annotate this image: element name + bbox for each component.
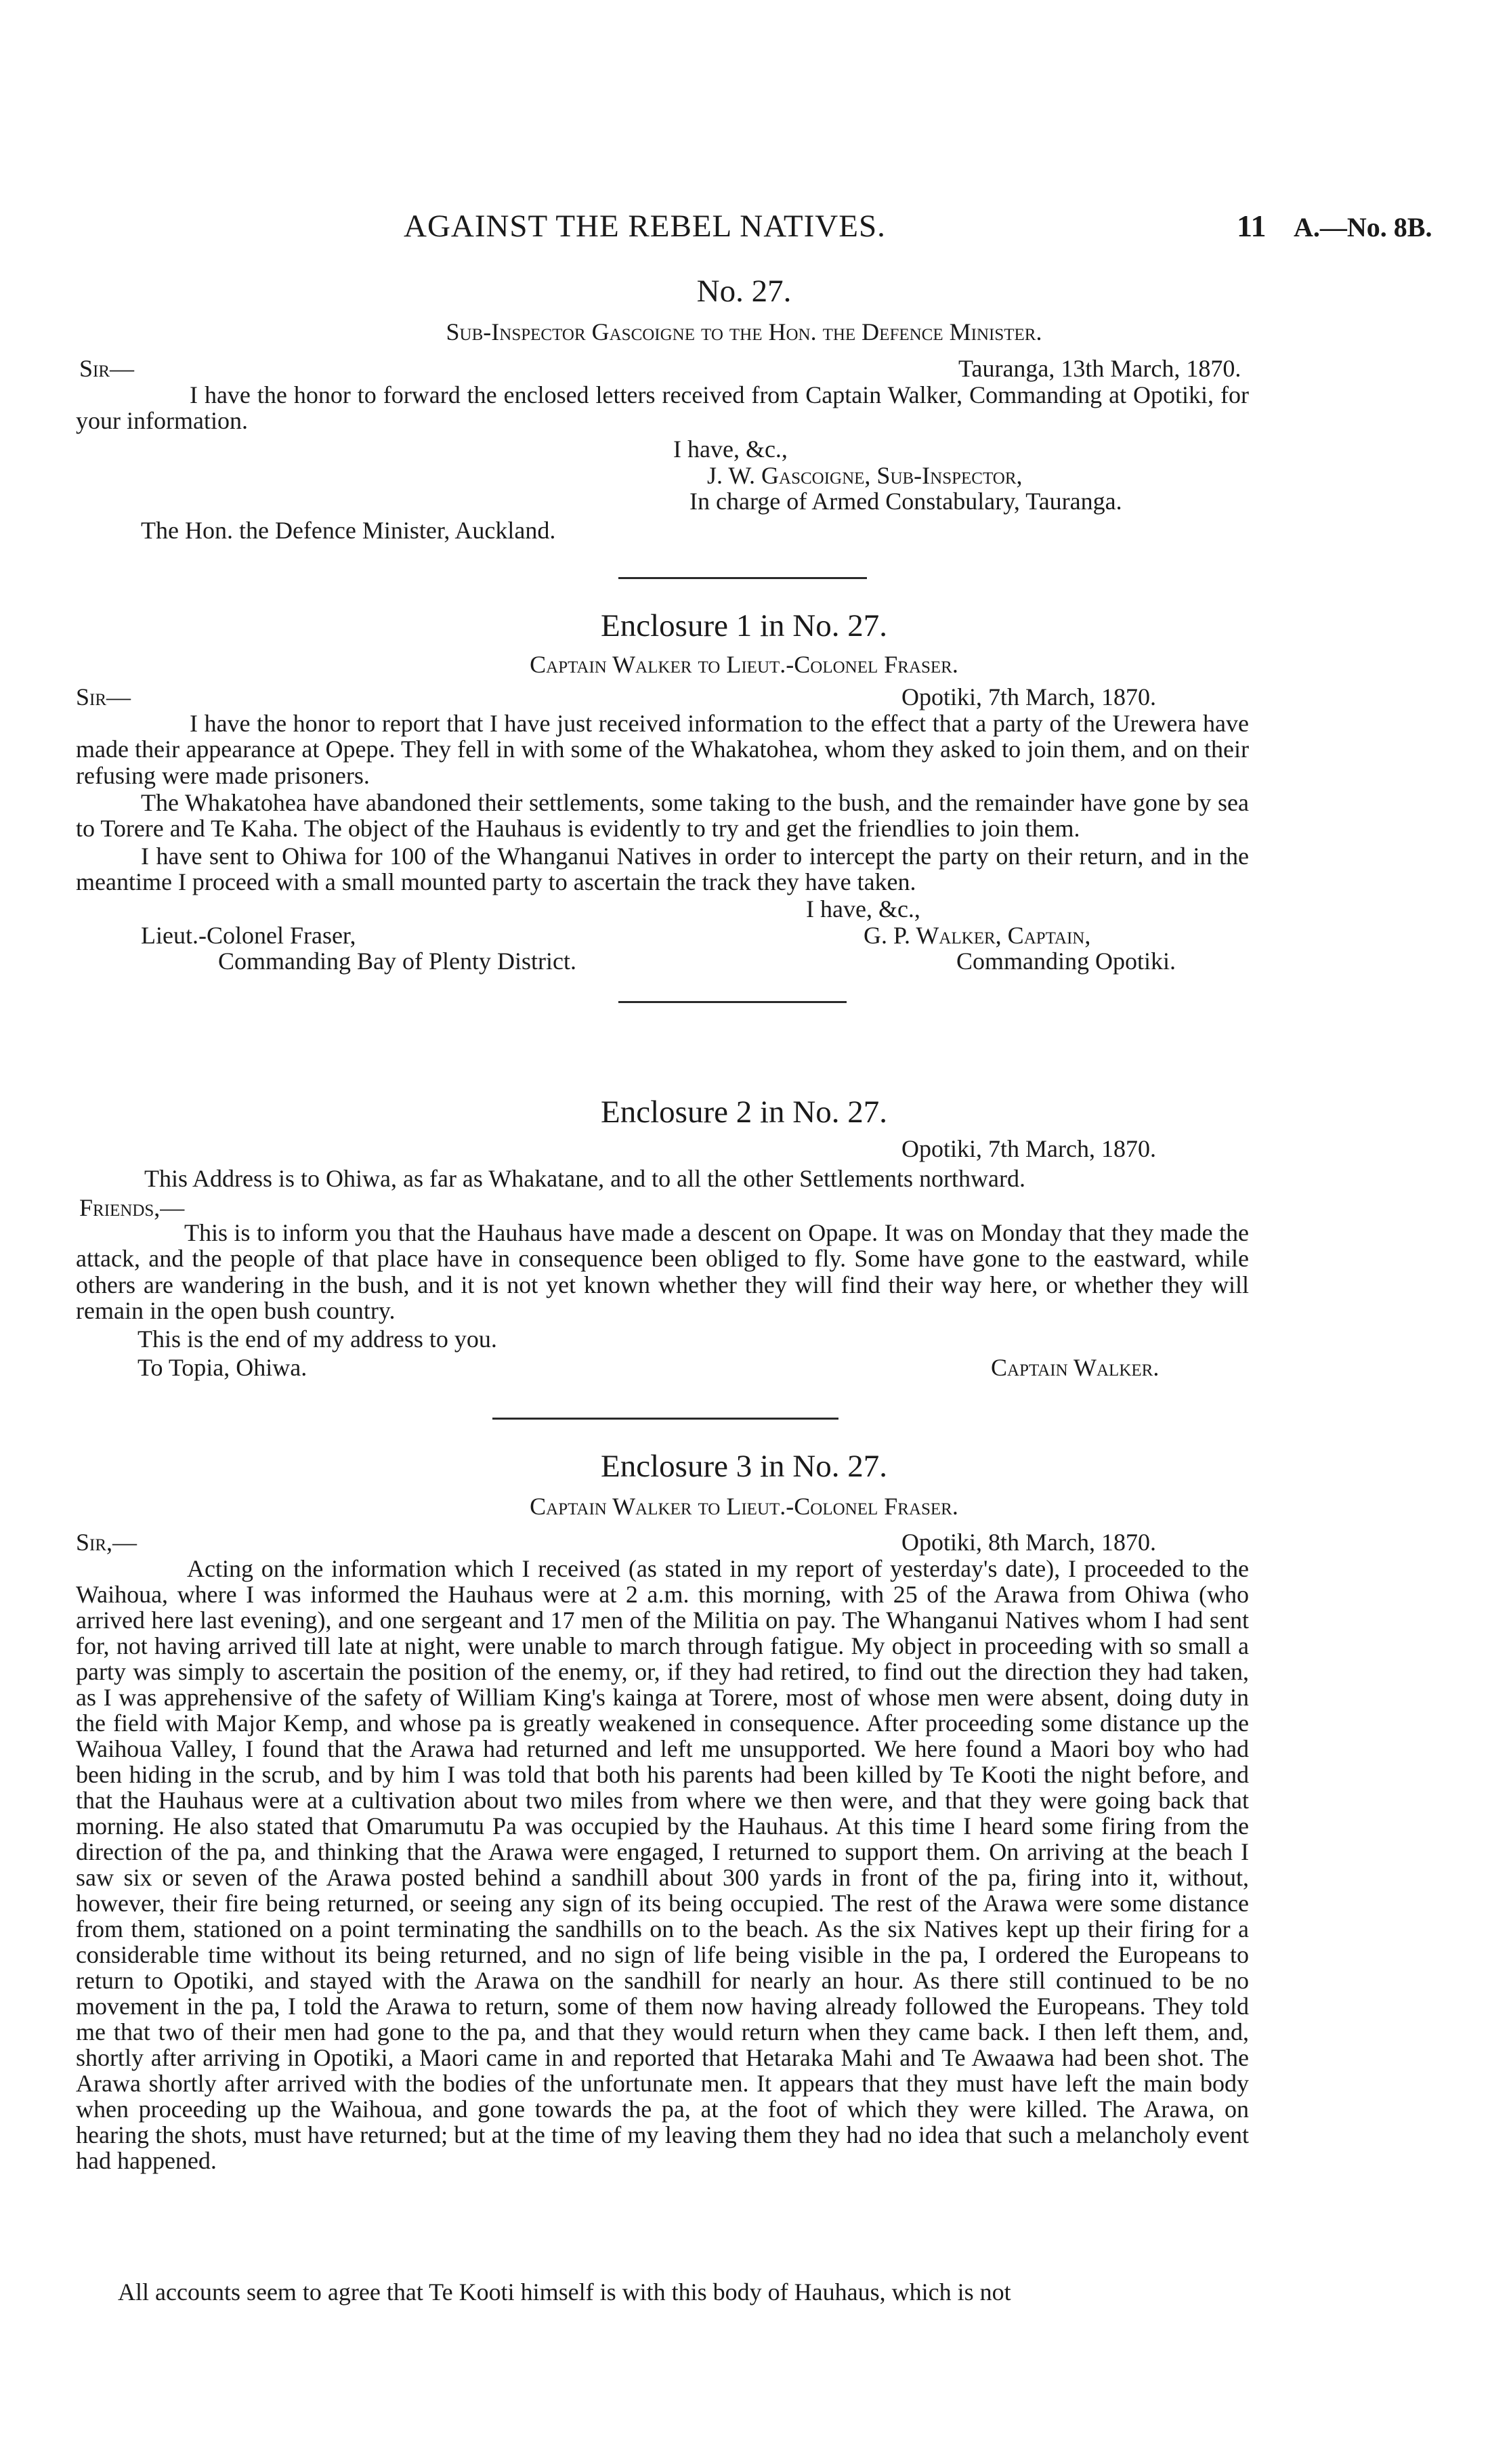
- enc1-salutation: Sir—: [76, 683, 131, 710]
- no27-signature-title: In charge of Armed Constabulary, Tauranga.: [689, 488, 1122, 515]
- no27-salutation: Sir—: [79, 355, 135, 382]
- enc1-paragraph: I have the honor to report that I have just received information to the effect that a party of the Urewera have made their appearance at Opepe. They fell in with some of the Whakatohea, whom they asked to join them, and on their refusing were made prisoners.: [76, 710, 1249, 789]
- enc1-closing: I have, &c.,: [806, 895, 920, 922]
- no27-closing: I have, &c.,: [673, 436, 788, 463]
- running-title: AGAINST THE REBEL NATIVES.: [404, 209, 886, 244]
- enc1-signature-title: Commanding Opotiki.: [956, 948, 1176, 975]
- enc3-paragraph: Acting on the information which I received (as stated in my report of yesterday's date), I proceeded to the Waihoua, where I was informed the Hauhaus were at 2 a.m. this morning, with 25 of the Arawa from Ohiwa (who arrived here last evening), and one sergeant and 17 men of the Militia on pay. The Whanganui Natives whom I had sent for, not having arrived till late at night, were unable to march through fatigue. My object in proceeding with so small a party was simply to ascertain the position of the enemy, or, if they had retired, to find out the direction they had taken, as I was apprehensive of the safety of William King's kainga at Torere, most of whose men were absent, doing duty in the field with Major Kemp, and whose pa is greatly weakened in consequence. After proceeding some distance up the Waihoua Valley, I found that the Arawa had returned and left me unsupported. We here found a Maori boy who had been hiding in the scrub, and by him I was told that both his parents had been killed by Te Kooti the night before, and that the Hauhaus were at a cultivation about two miles from where we then were, and that they were going back that morning. He also stated that Omarumutu Pa was occupied by the Hauhaus. At this time I heard some firing from the direction of the pa, and thinking that the Arawa were engaged, I returned to support them. On arriving at the beach I saw six or seven of the Arawa posted behind a sandhill about 300 yards in front of the pa, firing into it, without, however, their fire being returned, or seeing any sign of its being occupied. The rest of the Arawa were some distance from them, stationed on a point terminating the sandhills on to the beach. As the six Natives kept up their firing for a considerable time without its being returned, and no sign of life being visible in the pa, I ordered the Europeans to return to Opotiki, and stayed with the Arawa on the sandhill for nearly an hour. As there still continued to be no movement in the pa, I told the Arawa to return, some of them now having already followed the Europeans. They told me that two of their men had gone to the pa, and that they would return when they came back. I then left them, and, shortly after arriving in Opotiki, a Maori came in and reported that Hetaraka Mahi and Te Awaawa had been shot. The Arawa shortly after arrived with the bodies of the unfortunate men. It appears that they must have left the main body when proceeding up the Waihoua, and gone towards the pa, at the foot of which they were killed. The Arawa, on hearing the shots, must have returned; but at the time of my leaving them they had no idea that such a melancholy event had happened.: [76, 1555, 1249, 2174]
- no27-addressee: The Hon. the Defence Minister, Auckland.: [141, 517, 556, 544]
- section-divider: [492, 1418, 838, 1420]
- document-code: A.—No. 8B.: [1294, 212, 1432, 242]
- enc1-heading: Enclosure 1 in No. 27.: [601, 608, 887, 643]
- enc3-heading: Enclosure 3 in No. 27.: [601, 1449, 887, 1484]
- enc3-place-date: Opotiki, 8th March, 1870.: [901, 1529, 1156, 1556]
- no27-signature: J. W. Gascoigne, Sub-Inspector,: [707, 462, 1023, 489]
- no27-place-date: Tauranga, 13th March, 1870.: [958, 355, 1241, 382]
- enc1-addressee-command: Commanding Bay of Plenty District.: [218, 948, 576, 975]
- enc1-place-date: Opotiki, 7th March, 1870.: [901, 683, 1156, 710]
- enc1-paragraph: I have sent to Ohiwa for 100 of the Whanganui Natives in order to intercept the party on their return, and in the meantime I proceed with a small mounted party to ascertain the track they have taken.: [76, 843, 1249, 896]
- enc2-end-line: This is the end of my address to you.: [137, 1325, 497, 1353]
- enc2-to-line: To Topia, Ohiwa.: [137, 1354, 307, 1381]
- enc1-addressee: Lieut.-Colonel Fraser,: [141, 922, 356, 949]
- page-number: 11: [1237, 209, 1267, 243]
- enc1-signature: G. P. Walker, Captain,: [864, 922, 1091, 949]
- enc3-salutation: Sir,—: [76, 1529, 137, 1556]
- no27-subtitle: Sub-Inspector Gascoigne to the Hon. the Defence Minister.: [446, 318, 1042, 345]
- no27-body: I have the honor to forward the enclosed letters received from Captain Walker, Commanding at Opotiki, for your information.: [76, 381, 1249, 435]
- enc2-salutation: Friends,—: [79, 1194, 185, 1221]
- enc1-paragraph: The Whakatohea have abandoned their settlements, some taking to the bush, and the remainder have gone by sea to Torere and Te Kaha. The object of the Hauhaus is evidently to try and get the friendlies to join them.: [76, 789, 1249, 843]
- enc2-signature: Captain Walker.: [991, 1354, 1160, 1381]
- enc2-body: This is to inform you that the Hauhaus have made a descent on Opape. It was on Monday that they made the attack, and the people of that place have in consequence been obliged to fly. Some have gone to the eastward, while others are wandering in the bush, and it is not yet known whether they will find their way here, or whether they will remain in the open bush country.: [76, 1219, 1249, 1324]
- enc1-subtitle: Captain Walker to Lieut.-Colonel Fraser.: [530, 651, 958, 678]
- enc3-paragraph: All accounts seem to agree that Te Kooti himself is with this body of Hauhaus, which is not: [118, 2278, 1011, 2306]
- enc2-address-line: This Address is to Ohiwa, as far as Whakatane, and to all the other Settlements northward.: [144, 1165, 1026, 1192]
- enc3-subtitle: Captain Walker to Lieut.-Colonel Fraser.: [530, 1493, 958, 1520]
- section-divider: [618, 1001, 847, 1003]
- no27-heading: No. 27.: [696, 274, 792, 309]
- enc2-heading: Enclosure 2 in No. 27.: [601, 1095, 887, 1130]
- section-divider: [618, 577, 867, 579]
- enc2-place-date: Opotiki, 7th March, 1870.: [901, 1135, 1156, 1162]
